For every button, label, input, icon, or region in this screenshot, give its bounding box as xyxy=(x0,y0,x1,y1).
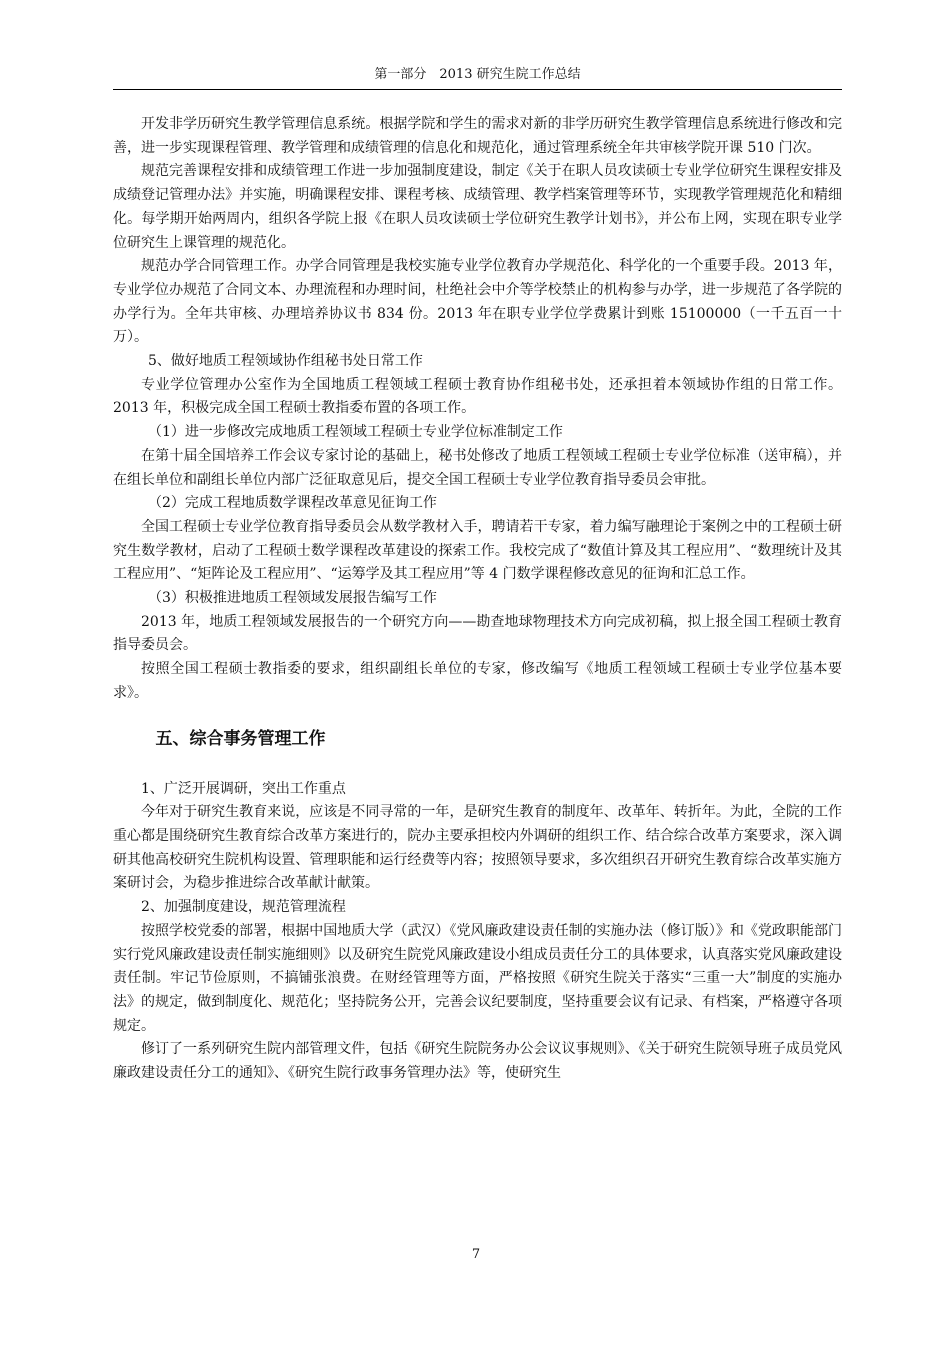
header-rule xyxy=(113,89,842,90)
paragraph-research: 今年对于研究生教育来说，应该是不同寻常的一年，是研究生教育的制度年、改革年、转折年。为此，全院的工作重心都是围绕研究生教育综合改革方案进行的，院办主要承担校内外调研的组织工作、结合综合改革方案要求，深入调研其他高校研究生院机构设置、管理职能和运行经费等内容；按照领导要求，多次组织召开研究生教育综合改革实施方案研讨会，为稳步推进综合改革献计献策。 xyxy=(113,804,842,892)
document-body xyxy=(113,113,842,1086)
item-heading-5: 5、做好地质工程领域协作组秘书处日常工作 xyxy=(148,353,423,370)
subitem-heading-3: （3）积极推进地质工程领域发展报告编写工作 xyxy=(148,590,437,607)
item-heading-1: 1、广泛开展调研，突出工作重点 xyxy=(141,780,346,797)
paragraph-integrity: 按照学校党委的部署，根据中国地质大学（武汉）《党风廉政建设责任制的实施办法（修订版）》和《党政职能部门实行党风廉政建设责任制实施细则》以及研究生院党风廉政建设小组成员责任分工的具体要求，认真落实党风廉政建设责任制。牢记节俭原则，不搞铺张浪费。在财经管理等方面，严格按照《研究生院关于落实“三重一大”制度的实施办法》的规定，做到制度化、规范化；坚持院务公开，完善会议纪要制度，坚持重要会议有记录、有档案，严格遵守各项规定。 xyxy=(113,922,842,1034)
paragraph-standard: 在第十届全国培养工作会议专家讨论的基础上，秘书处修改了地质工程领域工程硕士专业学位标准（送审稿），并在组长单位和副组长单位内部广泛征取意见后，提交全国工程硕士专业学位教育指导委员会审批。 xyxy=(113,447,842,488)
paragraph-secretariat: 专业学位管理办公室作为全国地质工程领域工程硕士教育协作组秘书处，还承担着本领域协作组的日常工作。2013 年，积极完成全国工程硕士教指委布置的各项工作。 xyxy=(113,376,842,417)
paragraph-internal-rules: 修订了一系列研究生院内部管理文件，包括《研究生院院务办公会议议事规则》、《关于研究生院领导班子成员党风廉政建设责任分工的通知》、《研究生院行政事务管理办法》等，使研究生 xyxy=(113,1041,842,1082)
paragraph-basic-requirements: 按照全国工程硕士教指委的要求，组织副组长单位的专家，修改编写《地质工程领域工程硕士专业学位基本要求》。 xyxy=(113,661,842,701)
page-number: 7 xyxy=(471,1247,481,1262)
subitem-heading-2: （2）完成工程地质数学课程改革意见征询工作 xyxy=(148,495,437,512)
running-header: 第一部分 2013 研究生院工作总结 xyxy=(374,67,581,82)
item-heading-2: 2、加强制度建设，规范管理流程 xyxy=(141,899,346,916)
paragraph-info-system: 开发非学历研究生教学管理信息系统。根据学院和学生的需求对新的非学历研究生教学管理信息系统进行修改和完善，进一步实现课程管理、教学管理和成绩管理的信息化和规范化，通过管理系统全年共审核学院开课 510 门次。 xyxy=(113,116,842,156)
paragraph-math-reform: 全国工程硕士专业学位教育指导委员会从数学教材入手，聘请若干专家，着力编写融理论于案例之中的工程硕士研究生数学教材，启动了工程硕士数学课程改革建设的探索工作。我校完成了“数值计算及其工程应用”、“数理统计及其工程应用”、“矩阵论及工程应用”、“运筹学及其工程应用”等 4 门数学课程修改意见的征询和汇总工作。 xyxy=(113,518,842,583)
paragraph-development-report: 2013 年，地质工程领域发展报告的一个研究方向——勘查地球物理技术方向完成初稿，拟上报全国工程硕士教育指导委员会。 xyxy=(113,613,842,654)
paragraph-contract-management: 规范办学合同管理工作。办学合同管理是我校实施专业学位教育办学规范化、科学化的一个重要手段。2013 年，专业学位办规范了合同文本、办理流程和办理时间，杜绝社会中介等学校禁止的机构参与办学，进一步规范了各学院的办学行为。全年共审核、办理培养协议书 834 份。2013 年在职专业学位学费累计到账 15100000（一千五百一十万）。 xyxy=(113,258,842,346)
section-heading: 五、综合事务管理工作 xyxy=(155,728,326,749)
paragraph-course-arrangement: 规范完善课程安排和成绩管理工作进一步加强制度建设，制定《关于在职人员攻读硕士专业学位研究生课程安排及成绩登记管理办法》并实施，明确课程安排、课程考核、成绩管理、教学档案管理等环节，实现教学管理规范化和精细化。每学期开始两周内，组织各学院上报《在职人员攻读硕士学位研究生教学计划书》，并公布上网，实现在职专业学位研究生上课管理的规范化。 xyxy=(113,163,842,251)
subitem-heading-1: （1）进一步修改完成地质工程领域工程硕士专业学位标准制定工作 xyxy=(148,424,563,441)
